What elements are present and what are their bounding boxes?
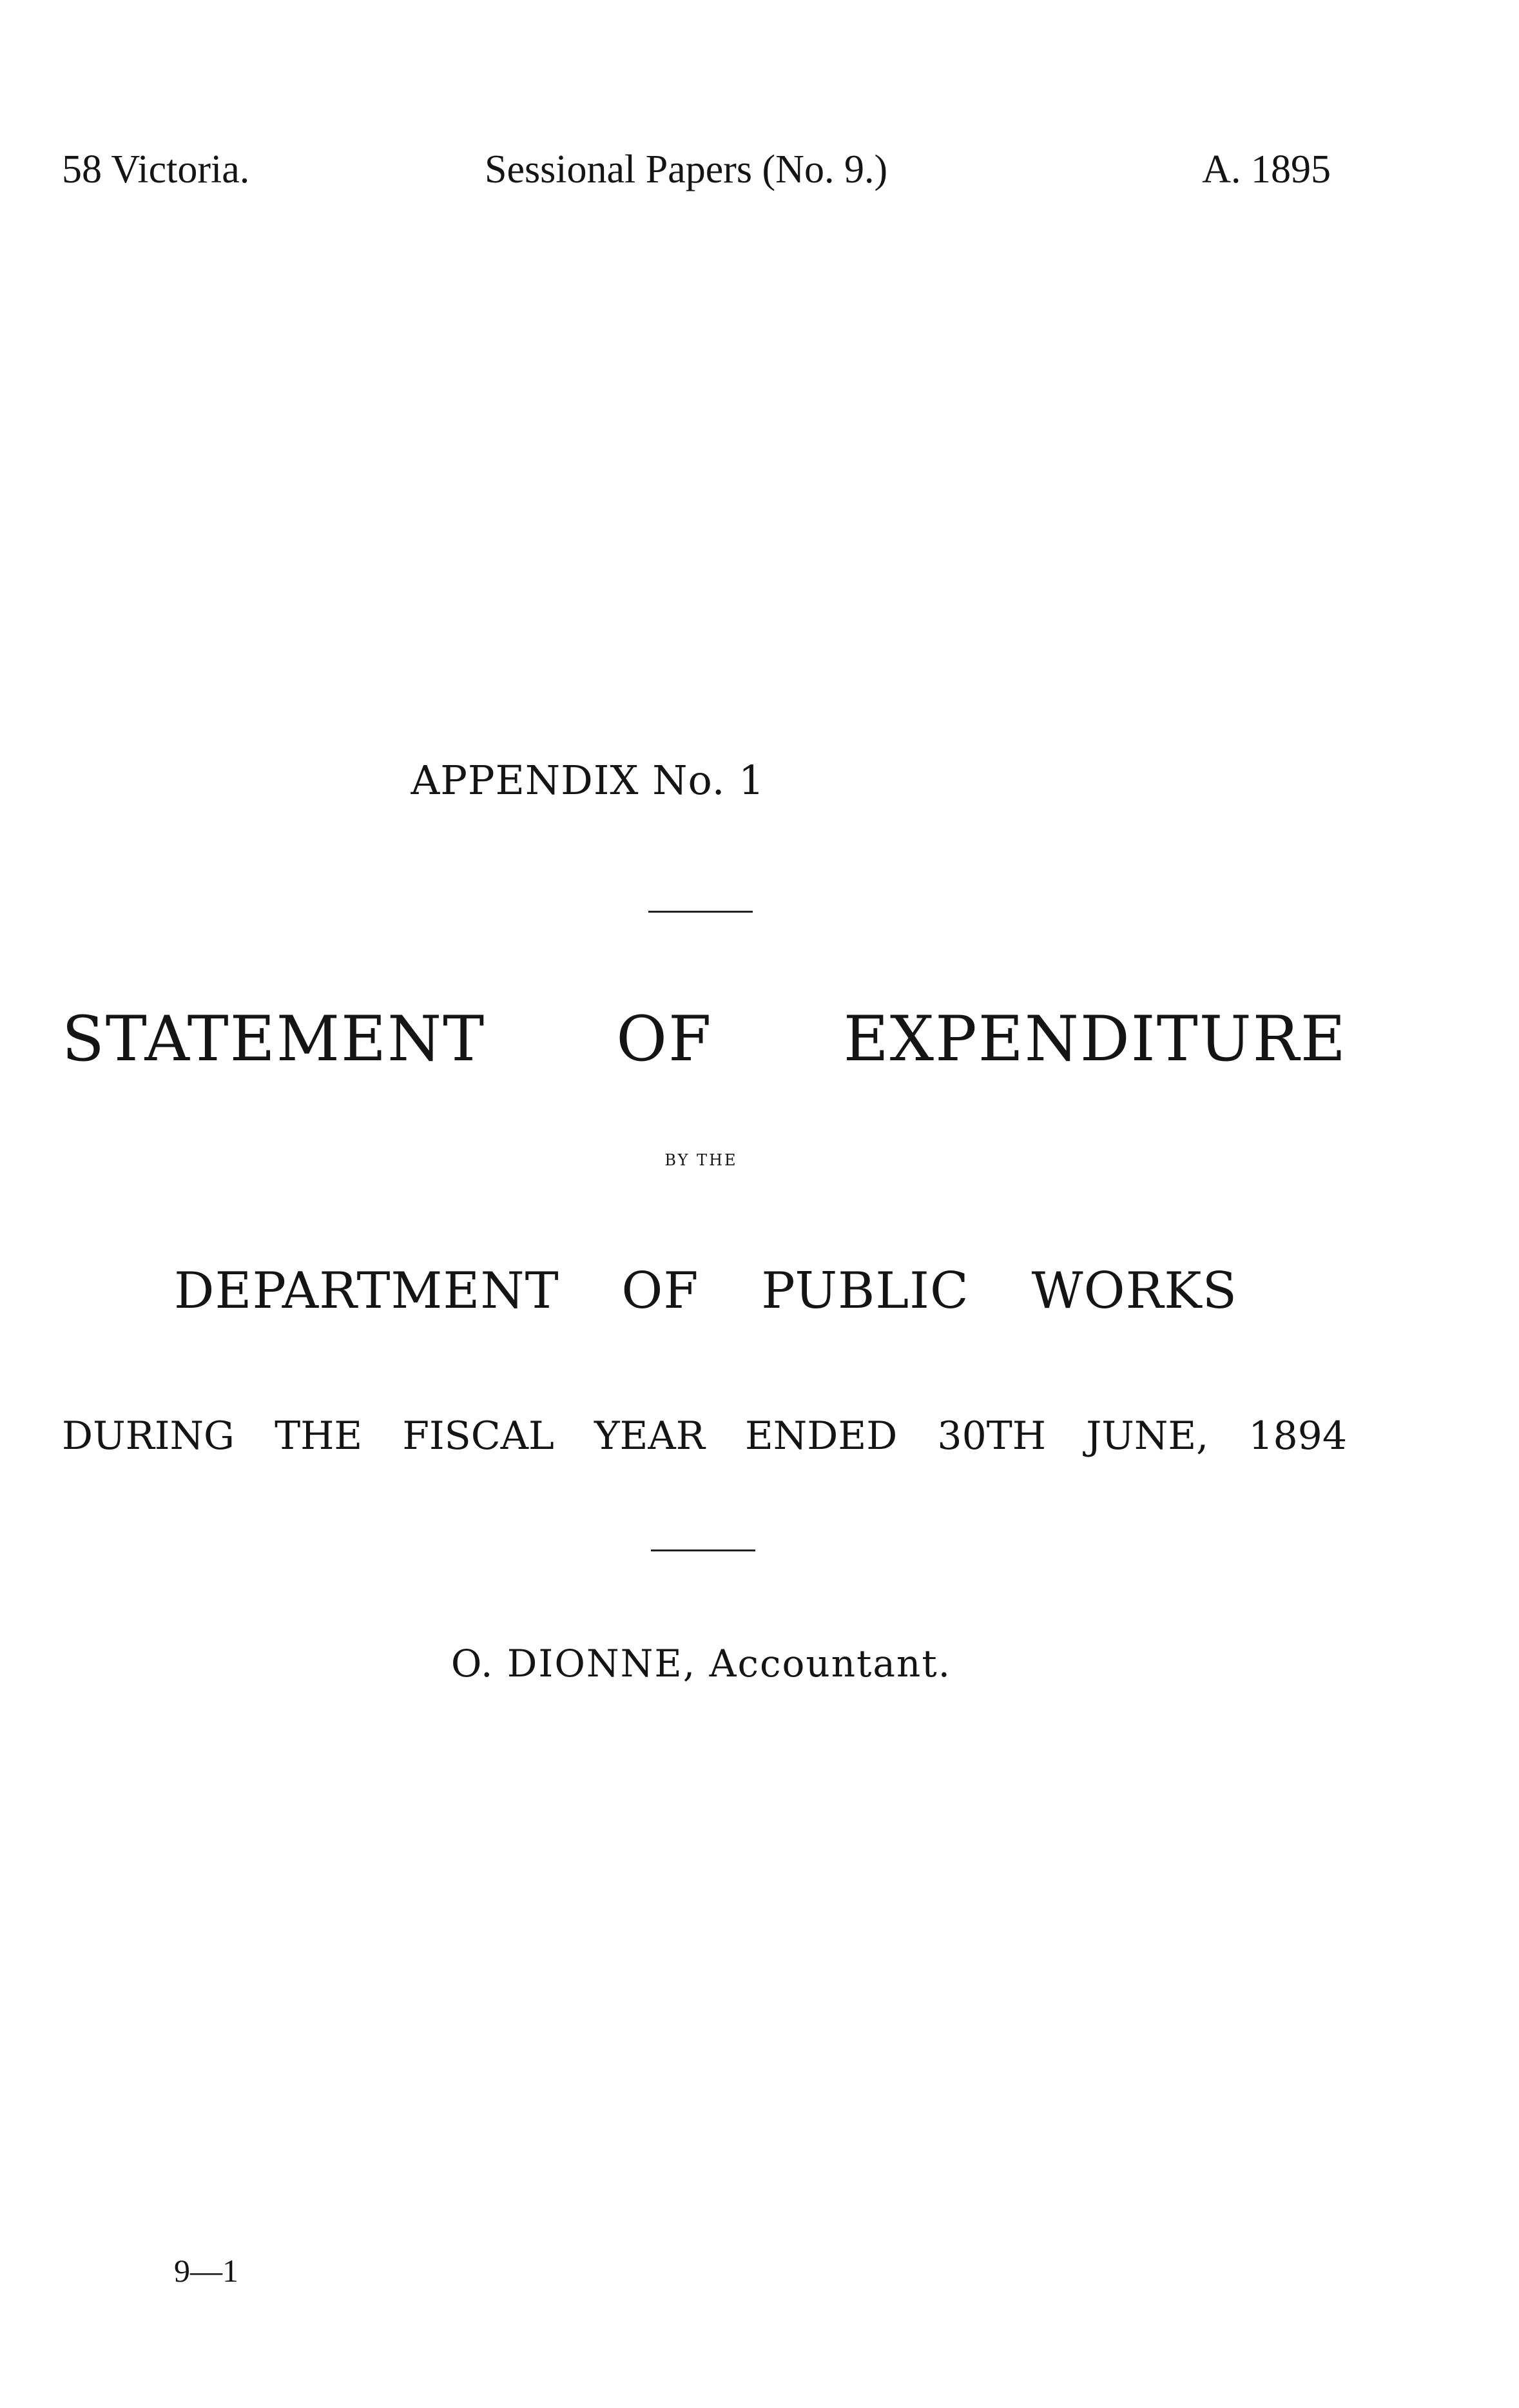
divider-rule-bottom — [651, 1549, 755, 1551]
accountant-line: O. DIONNE, Accountant. — [450, 1642, 952, 1685]
appendix-title: APPENDIX No. 1 — [411, 757, 765, 804]
header-sessional-papers: Sessional Papers (No. 9.) — [485, 148, 888, 191]
header-session: 58 Victoria. — [62, 148, 250, 191]
divider-rule-top — [648, 911, 753, 913]
page-signature-code: 9—1 — [174, 2253, 238, 2289]
by-the-label: BY THE — [664, 1151, 738, 1169]
department-name: DEPARTMENT OF PUBLIC WORKS — [174, 1262, 1237, 1320]
fiscal-period: DURING THE FISCAL YEAR ENDED 30TH JUNE, 1894 — [62, 1413, 1347, 1459]
header-year: A. 1895 — [1202, 148, 1331, 191]
document-title: STATEMENT OF EXPENDITURE — [62, 1003, 1347, 1075]
